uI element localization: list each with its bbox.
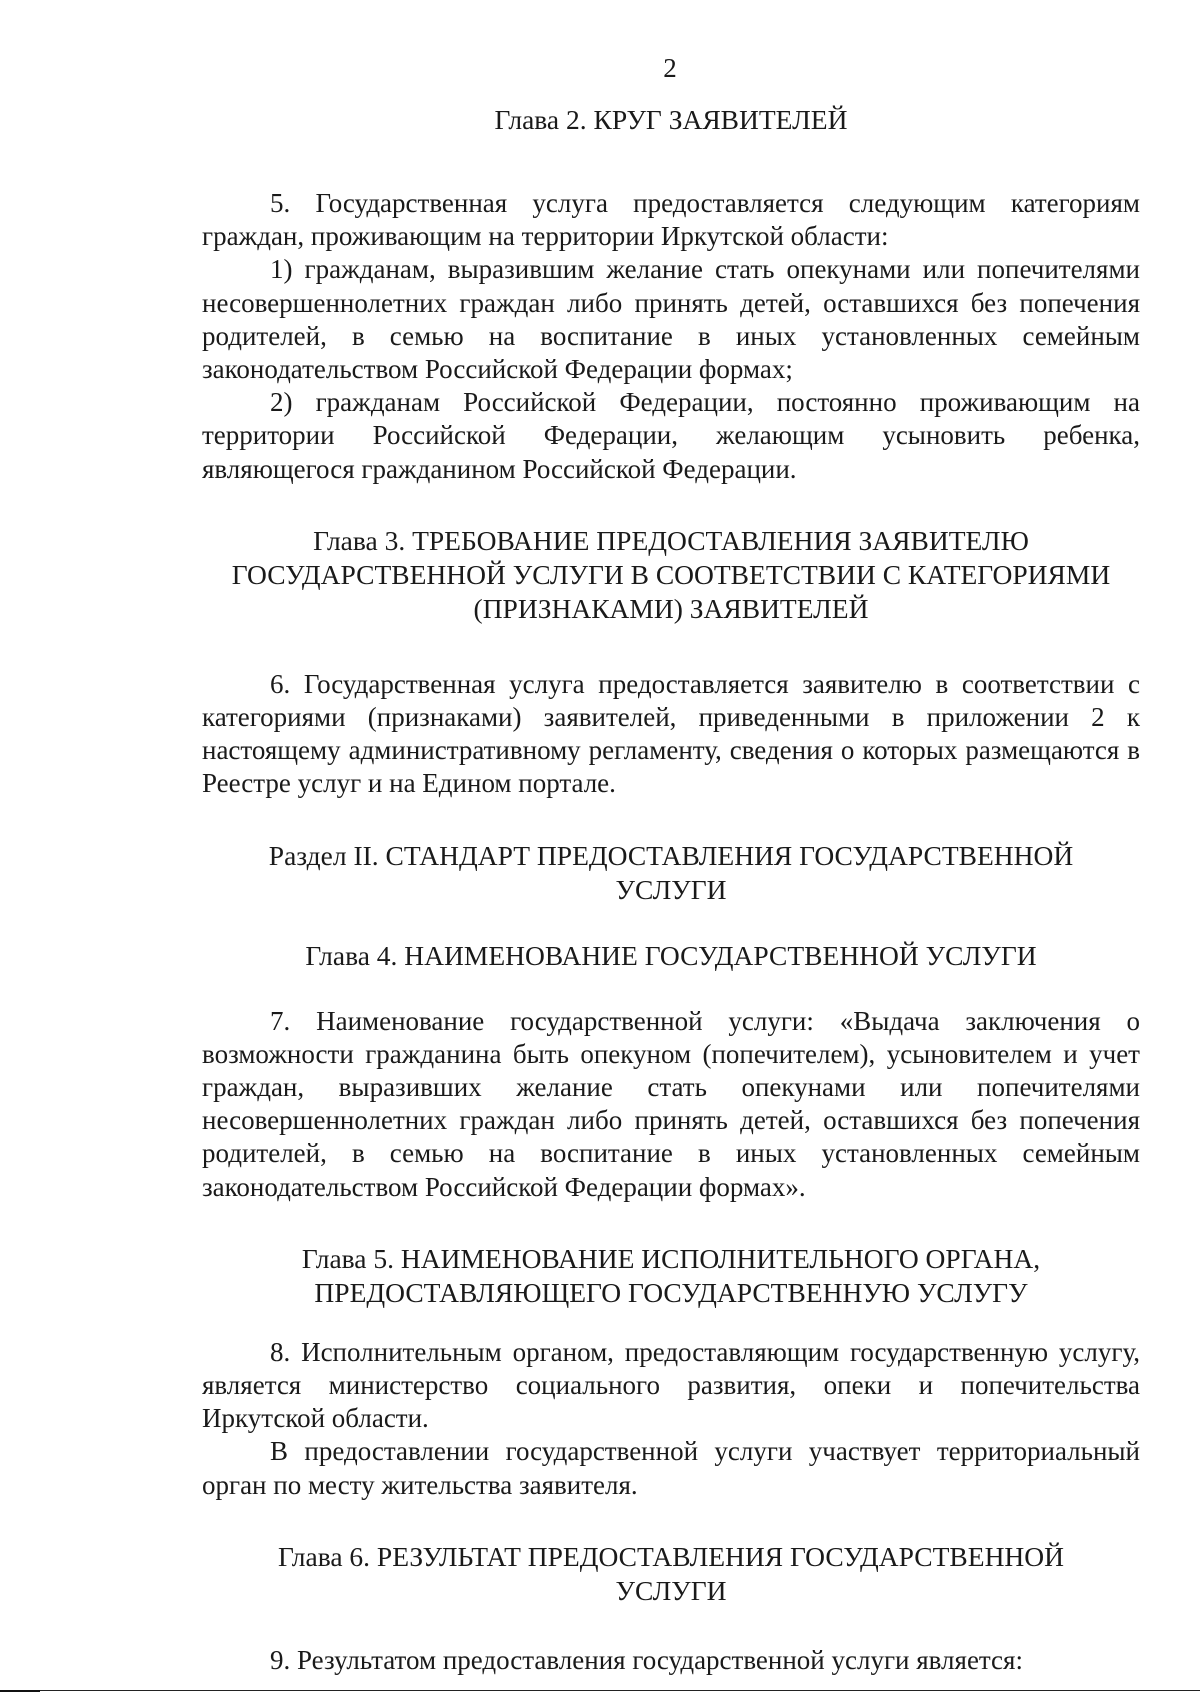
page-bottom-edge <box>0 1690 1200 1691</box>
clause-8-text: 8. Исполнительным органом, предоставляющим государственную услугу, является министерство социального развития, опеки и попечительства Иркутской области. <box>202 1336 1140 1434</box>
page-bottom-edge-mark <box>0 1690 40 1692</box>
clause-6: 6. Государственная услуга предоставляется заявителю в соответствии с категориями (признаками) заявителей, приведенными в приложении 2 к настоящему административному регламенту, сведения о которых размещаются в Реестре услуг и на Едином портале. <box>202 668 1140 799</box>
chapter-6-heading <box>202 1540 1140 1608</box>
clause-8 <box>202 1336 1140 1502</box>
section-2-heading-line-2: УСЛУГИ <box>615 873 727 905</box>
chapter-5-heading-line-2: ПРЕДОСТАВЛЯЮЩЕГО ГОСУДАРСТВЕННУЮ УСЛУГУ <box>314 1276 1028 1308</box>
chapter-3-heading-line-3: (ПРИЗНАКАМИ) ЗАЯВИТЕЛЕЙ <box>473 592 869 624</box>
clause-5-text: 5. Государственная услуга предоставляется следующим категориям граждан, проживающим на территории Иркутской области: <box>202 188 1140 252</box>
chapter-6-heading-line-2: УСЛУГИ <box>615 1574 727 1606</box>
chapter-3-heading-line-1: Глава 3. ТРЕБОВАНИЕ ПРЕДОСТАВЛЕНИЯ ЗАЯВИТЕЛЮ <box>313 524 1029 556</box>
page-number: 2 <box>663 53 677 83</box>
chapter-6-heading-line-1: Глава 6. РЕЗУЛЬТАТ ПРЕДОСТАВЛЕНИЯ ГОСУДАРСТВЕННОЙ <box>277 1540 1065 1572</box>
section-2-heading <box>202 839 1140 907</box>
clause-5-item-2: 2) гражданам Российской Федерации, постоянно проживающим на территории Российской Федерации, желающим усыновить ребенка, являющегося гражданином Российской Федерации. <box>202 387 1140 484</box>
chapter-2-heading: Глава 2. КРУГ ЗАЯВИТЕЛЕЙ <box>494 104 848 135</box>
clause-5 <box>202 187 1140 486</box>
chapter-3-heading-line-2: ГОСУДАРСТВЕННОЙ УСЛУГИ В СООТВЕТСТВИИ С КАТЕГОРИЯМИ <box>231 558 1111 590</box>
clause-7: 7. Наименование государственной услуги: «Выдача заключения о возможности гражданина быть опекуном (попечителем), усыновителем и учет граждан, выразивших желание стать опекунами или попечителями несовершеннолетних граждан либо принять детей, оставшихся без попечения родителей, в семью на воспитание в иных установленных семейным законодательством Российской Федерации формах». <box>202 1005 1140 1202</box>
chapter-5-heading-line-1: Глава 5. НАИМЕНОВАНИЕ ИСПОЛНИТЕЛЬНОГО ОРГАНА, <box>301 1242 1041 1274</box>
clause-5-item-1: 1) гражданам, выразившим желание стать опекунами или попечителями несовершеннолетних граждан либо принять детей, оставшихся без попечения родителей, в семью на воспитание в иных установленных семейным законодательством Российской Федерации формах; <box>202 254 1140 385</box>
section-2-heading-line-1: Раздел II. СТАНДАРТ ПРЕДОСТАВЛЕНИЯ ГОСУДАРСТВЕННОЙ <box>268 839 1074 871</box>
chapter-4-heading: Глава 4. НАИМЕНОВАНИЕ ГОСУДАРСТВЕННОЙ УСЛУГИ <box>305 939 1037 971</box>
chapter-5-heading <box>202 1242 1140 1310</box>
clause-9: 9. Результатом предоставления государственной услуги является: <box>270 1644 1023 1675</box>
document-body <box>202 103 1140 1677</box>
clause-8-participant: В предоставлении государственной услуги участвует территориальный орган по месту жительства заявителя. <box>202 1436 1140 1500</box>
chapter-3-heading <box>202 524 1140 626</box>
